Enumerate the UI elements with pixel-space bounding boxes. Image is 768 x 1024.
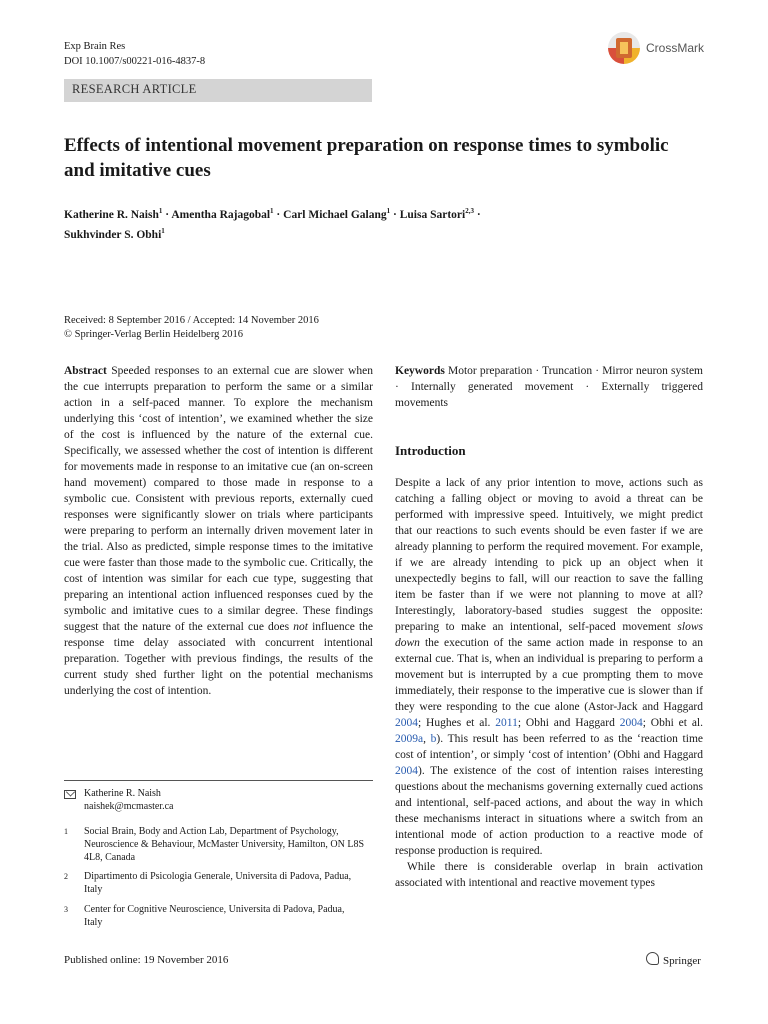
affiliation-3: [64, 903, 373, 931]
publisher-name: Springer: [663, 955, 701, 967]
received-accepted: Received: 8 September 2016 / Accepted: 14 November 2016: [64, 315, 319, 326]
citation-link[interactable]: 2009a: [395, 733, 424, 745]
crossmark-badge[interactable]: [608, 32, 708, 68]
introduction-heading: Introduction: [395, 443, 466, 458]
affiliation-text: Center for Cognitive Neuroscience, Universita di Padova, Padua, Italy: [84, 904, 345, 928]
author-separator: ·: [162, 208, 172, 221]
journal-name: Exp Brain Res: [64, 41, 126, 52]
intro-text: Despite a lack of any prior intention to move, actions such as catching a falling object or moving to avoid a threat can be performed with impressive speed. Intuitively, we might predict that our reactions to such events should be even faster if we are already planning to perform the required movement. For example, if we are already intending to pick up an object when it unexpectedly begins to fall, will our reaction to save the falling item be faster than if we were not planning to move at all? Interestingly, laboratory-based studies suggest the opposite: preparing to make an intentional, self-paced movement: [395, 477, 703, 633]
article-type-label: RESEARCH ARTICLE: [72, 82, 197, 96]
affiliation-mark: 3: [64, 905, 68, 914]
abstract-emphasis: not: [293, 621, 308, 633]
corresponding-author: [64, 787, 373, 815]
author-name: Carl Michael Galang: [283, 208, 387, 221]
author-affiliation: 1: [386, 207, 391, 215]
article-type-banner: [64, 79, 372, 102]
affiliation-mark: 1: [64, 827, 68, 836]
author-affiliation: 1: [161, 226, 165, 235]
author-list: [64, 203, 684, 243]
email-icon: [64, 790, 76, 799]
abstract-text-end: influence the response time delay associated with concurrent intentional preparation. Together with previous findings, the results of the current study shed further light on the potential mechanisms underlying the cost of intention.: [64, 621, 374, 697]
keywords-label: Keywords: [395, 365, 445, 377]
author-separator: ·: [273, 208, 284, 221]
crossmark-icon: [608, 32, 640, 64]
author-affiliation: 1: [270, 207, 274, 215]
corresponding-name: Katherine R. Naish: [84, 788, 161, 799]
intro-text: ,: [423, 733, 426, 745]
springer-horse-icon: [646, 952, 659, 965]
abstract-label: Abstract: [64, 365, 107, 377]
affiliation-mark: 2: [64, 872, 68, 881]
author-name: Sukhvinder S. Obhi: [64, 228, 162, 241]
intro-text: the execution of the same action made in response to an external cue. That is, when an individual is preparing to perform a movement but is interrupted by a cue prompting them to move immediately, their response to the imperative cue is slower than if they were responding to the cue alone (Astor-Jack and Haggard: [395, 637, 704, 713]
author-separator: ·: [473, 208, 481, 221]
intro-text: ; Hughes et al.: [418, 717, 491, 729]
affiliation-text: Social Brain, Body and Action Lab, Department of Psychology, Neuroscience & Behaviour, McMaster University, Hamilton, ON L8S 4L8, Canada: [84, 826, 364, 863]
citation-link[interactable]: 2004: [395, 765, 418, 777]
intro-text: ). This result has been referred to as the ‘reaction time cost of intention’, or simply ‘cost of intention’ (Obhi and Haggard: [395, 733, 703, 761]
footnote-divider: [64, 780, 373, 781]
doi[interactable]: DOI 10.1007/s00221-016-4837-8: [64, 56, 206, 67]
author-affiliation: 1: [158, 207, 163, 215]
intro-text: ). The existence of the cost of intention raises interesting questions about the mechanisms governing externally cued actions and intentional, self-paced actions, and about the way in which these mechanisms interact in situations where a switch from an intentional mode of action production to a reactive mode of response production is required.: [395, 765, 703, 857]
author-separator: ·: [390, 208, 400, 221]
author-name: Amentha Rajagobal: [171, 208, 271, 221]
introduction-body: [395, 475, 703, 891]
intro-text: ; Obhi et al.: [642, 717, 704, 729]
crossmark-label: CrossMark: [646, 41, 705, 55]
citation-link[interactable]: 2004: [619, 717, 643, 729]
citation-link[interactable]: b: [430, 733, 437, 745]
published-online: Published online: 19 November 2016: [64, 954, 229, 966]
corresponding-email[interactable]: naishek@mcmaster.ca: [84, 801, 174, 812]
intro-text: ; Obhi and Haggard: [517, 717, 615, 729]
affiliation-1: [64, 825, 373, 865]
article-dates: [64, 314, 319, 342]
author-name: Luisa Sartori: [399, 208, 466, 221]
author-affiliation: 2,3: [465, 207, 474, 215]
intro-emphasis: slows down: [395, 621, 703, 649]
citation-link[interactable]: 2011: [495, 717, 518, 729]
publisher-logo: [646, 952, 701, 967]
intro-paragraph: While there is considerable overlap in brain activation associated with intentional and reactive movement types: [395, 861, 703, 889]
affiliation-text: Dipartimento di Psicologia Generale, Universita di Padova, Padua, Italy: [84, 871, 352, 895]
abstract: [64, 363, 373, 699]
copyright: © Springer-Verlag Berlin Heidelberg 2016: [64, 329, 244, 340]
affiliation-2: [64, 870, 373, 898]
keywords-text: Motor preparation · Truncation · Mirror neuron system · Internally generated movement · Externally triggered movements: [395, 365, 703, 409]
paper-title: Effects of intentional movement preparation on response times to symbolic and imitative cues: [64, 135, 669, 181]
abstract-text: Speeded responses to an external cue are slower when the cue interrupts preparation to perform the same or a similar action in a self-paced manner. To explore the mechanism underlying this ‘cost of intention’, we examined whether the size of the cost is influenced by the nature of the external cue. Specifically, we assessed whether the cost of intention is different for movements made in response to an imitative cue (an on-screen hand movement) compared to those made in response to a symbolic cue. Consistent with previous reports, externally cued responses were significantly slower on trials where participants were preparing to perform an internally driven movement later in the trial. Also as predicted, simple response times to the imitative cue were faster than those made to the symbolic cue. Critically, the cost of intention was similar for each cue type, suggesting that preparing an intentional action influenced responses cued by the symbolic and imitative cues to a similar degree. These findings suggest that the nature of the external cue does: [64, 365, 374, 633]
author-name: Katherine R. Naish: [64, 208, 159, 221]
intro-paragraph: [395, 475, 703, 859]
citation-link[interactable]: 2004: [395, 717, 418, 729]
keywords: [395, 363, 703, 411]
